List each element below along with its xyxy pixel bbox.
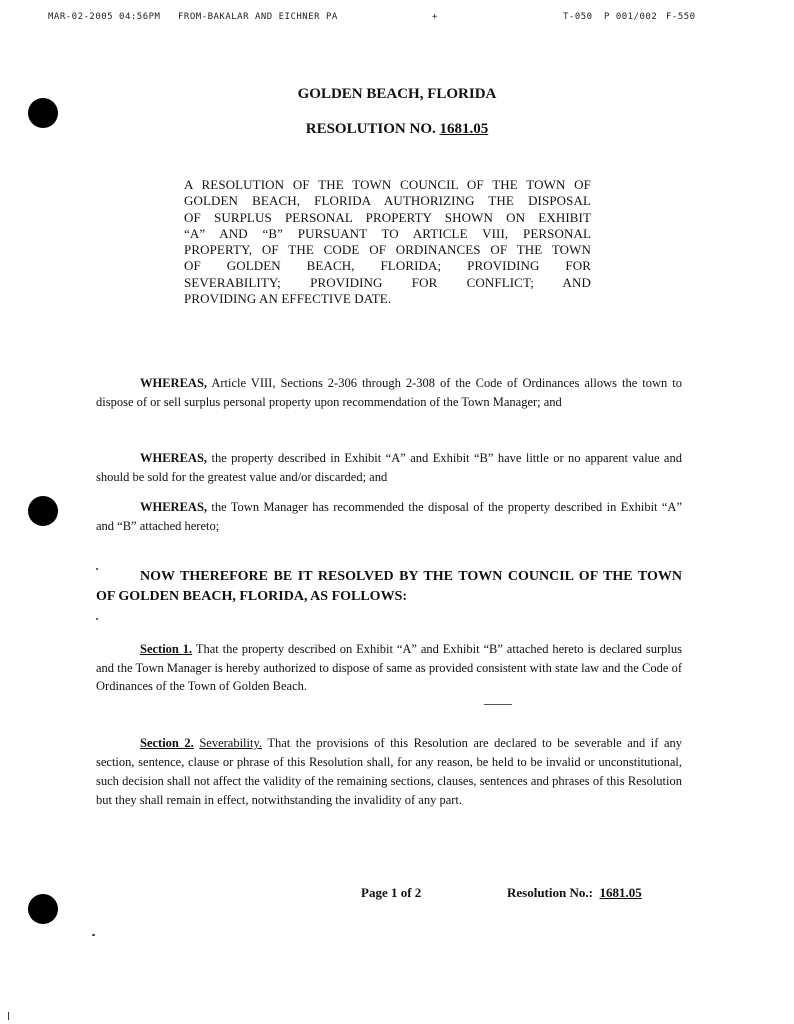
fax-page-count: P 001/002	[604, 12, 658, 22]
whereas-text: Article VIII, Sections 2-306 through 2-308 of the Code of Ordinances allows the town to dispose of or sell surplus personal property upon recommendation of the Town Manager; and	[96, 376, 682, 409]
scan-speck	[92, 934, 95, 936]
abstract-line: GOLDEN BEACH, FLORIDA AUTHORIZING THE DISPOSAL	[184, 193, 591, 209]
abstract-line: “A” AND “B” PURSUANT TO ARTICLE VIII, PERSONAL	[184, 225, 591, 241]
scan-speck	[96, 618, 98, 620]
document-city-heading: GOLDEN BEACH, FLORIDA	[297, 86, 497, 102]
whereas-text: the property described in Exhibit “A” and Exhibit “B” have little or no apparent value and should be sold for the greatest value and/or discarded; and	[96, 451, 682, 484]
whereas-clause-3	[96, 498, 682, 535]
section-text: That the provisions of this Resolution are declared to be severable and if any section, sentence, clause or phrase of this Resolution shall, for any reason, be held to be invalid or unconstitutional, such decision shall not affect the validity of the remaining sections, clauses, sentences and phrases of this Resolution but they shall remain in effect, notwithstanding the invalidity of any part.	[96, 736, 683, 807]
abstract-line: SEVERABILITY; PROVIDING FOR CONFLICT; AND	[184, 274, 591, 290]
fax-code: T-050	[563, 12, 593, 22]
resolution-prefix: RESOLUTION NO.	[305, 121, 436, 137]
fax-mark: +	[432, 12, 438, 22]
hole-punch-middle	[28, 496, 58, 526]
whereas-lead: WHEREAS,	[140, 500, 208, 514]
footer-resolution-number: 1681.05	[599, 885, 642, 900]
footer-resolution-prefix: Resolution No.:	[507, 885, 593, 900]
abstract-last-line: PROVIDING AN EFFECTIVE DATE.	[184, 291, 392, 307]
footer-resolution	[507, 885, 642, 901]
whereas-clause-1	[96, 374, 682, 411]
abstract-line: OF GOLDEN BEACH, FLORIDA; PROVIDING FOR	[184, 258, 591, 274]
scan-mark-line	[484, 704, 512, 705]
whereas-clause-2	[96, 449, 682, 486]
resolved-text: NOW THEREFORE BE IT RESOLVED BY THE TOWN COUNCIL OF THE TOWN OF GOLDEN BEACH, FLORIDA, AS FOLLOWS:	[96, 569, 682, 604]
resolution-number-heading	[0, 121, 794, 138]
hole-punch-bottom	[28, 894, 58, 924]
resolved-clause	[96, 567, 682, 606]
abstract-line: OF SURPLUS PERSONAL PROPERTY SHOWN ON EXHIBIT	[184, 209, 591, 225]
section-label: Section 1.	[140, 642, 193, 656]
abstract-line: PROPERTY, OF THE CODE OF ORDINANCES OF THE TOWN	[184, 242, 591, 258]
section-text: That the property described on Exhibit “A” and Exhibit “B” attached hereto is declared surplus and the Town Manager is hereby authorized to dispose of same as provided consistent with state law and the Code of Ordinances of the Town of Golden Beach.	[96, 642, 682, 693]
whereas-lead: WHEREAS,	[140, 451, 208, 465]
section-label: Section 2.	[140, 736, 194, 750]
section-title: Severability.	[199, 736, 263, 750]
page-number: Page 1 of 2	[361, 885, 422, 900]
resolution-abstract	[184, 177, 591, 307]
scan-speck	[96, 568, 98, 570]
fax-sender: FROM-BAKALAR AND EICHNER PA	[178, 12, 338, 22]
scan-speck	[8, 1012, 9, 1020]
whereas-text: the Town Manager has recommended the disposal of the property described in Exhibit “A” and “B” attached hereto;	[96, 500, 682, 533]
fax-date-time: MAR-02-2005 04:56PM	[48, 12, 161, 22]
section-2	[96, 734, 682, 810]
resolution-number: 1681.05	[439, 121, 489, 137]
abstract-line: A RESOLUTION OF THE TOWN COUNCIL OF THE TOWN OF	[184, 177, 591, 192]
fax-f-code: F-550	[666, 12, 696, 22]
whereas-lead: WHEREAS,	[140, 376, 208, 390]
section-1	[96, 640, 682, 696]
